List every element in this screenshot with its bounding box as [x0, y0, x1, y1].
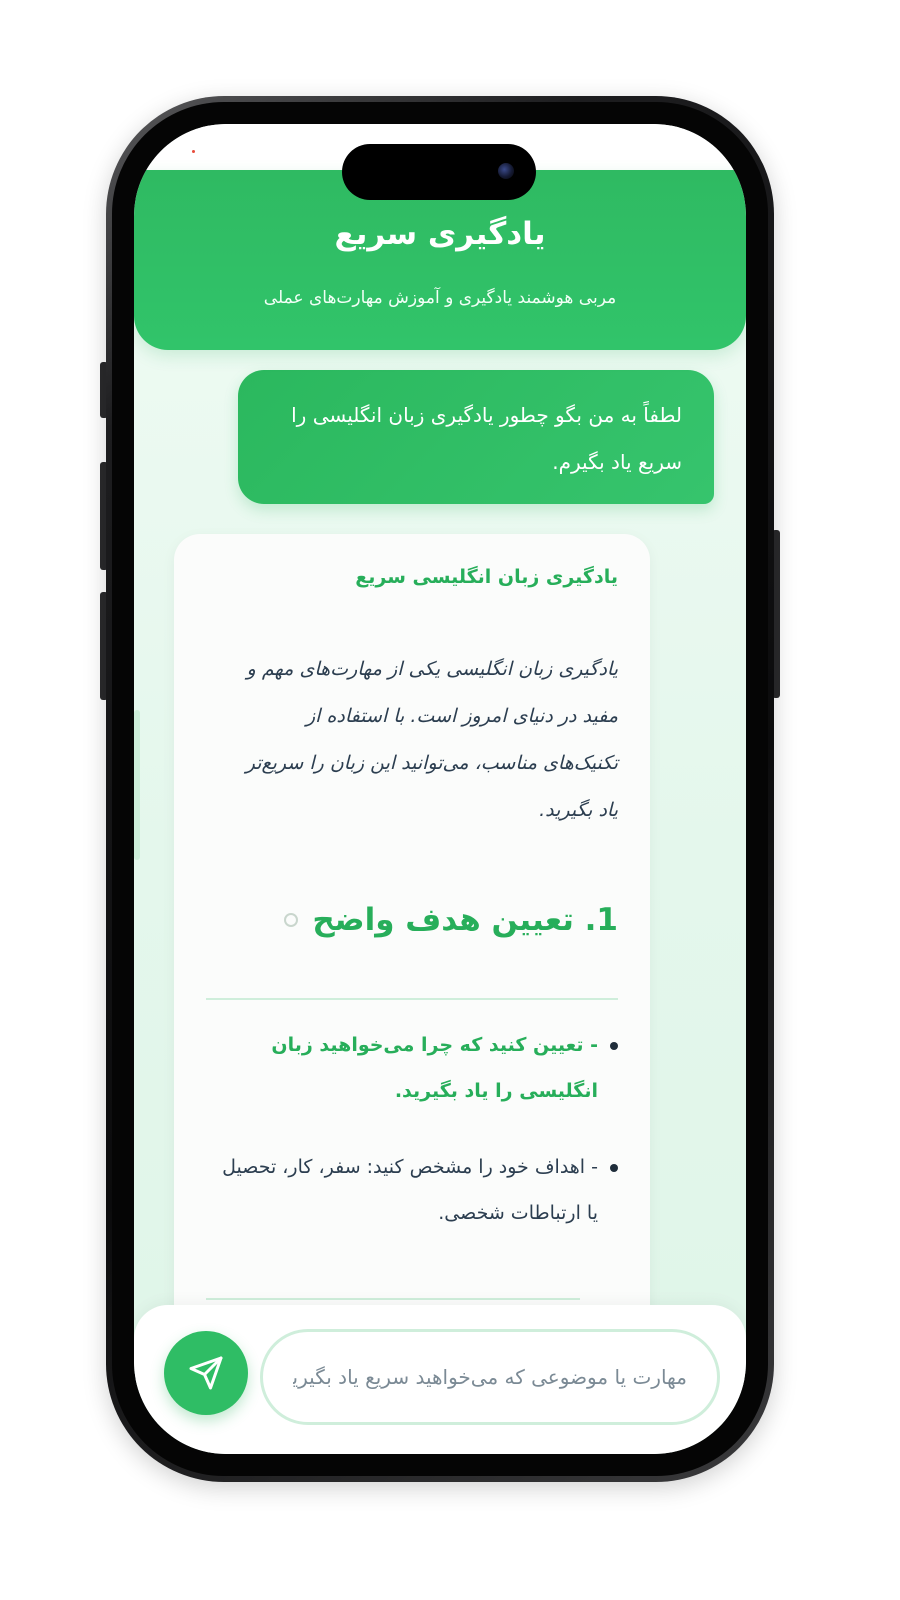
section-divider: [206, 998, 618, 1000]
list-item-body: تعیین کنید که چرا می‌خواهید زبان انگلیسی را یاد بگیرید.: [271, 1034, 598, 1102]
send-button[interactable]: [164, 1331, 248, 1415]
status-indicator-icon: [192, 150, 195, 153]
send-icon: [188, 1355, 224, 1391]
list-item-text: [206, 1144, 598, 1236]
message-input[interactable]: [260, 1329, 720, 1425]
app-title: یادگیری سریع: [334, 216, 546, 252]
phone-screen: [134, 124, 746, 1454]
list-item-prefix: -: [590, 1034, 598, 1056]
section-heading: [280, 902, 618, 938]
list-item-text: [206, 1022, 598, 1114]
list-item: [206, 1144, 618, 1236]
app-subtitle: مربی هوشمند یادگیری و آموزش مهارت‌های عملی: [263, 288, 617, 308]
chat-area[interactable]: [134, 350, 746, 1305]
list-item: [206, 1022, 618, 1114]
dynamic-island: [342, 144, 536, 200]
camera-icon: [498, 163, 514, 179]
circle-outline-icon: [284, 913, 298, 927]
user-message-bubble: [238, 370, 714, 504]
user-message-text: لطفاً به من بگو چطور یادگیری زبان انگلیسی را سریع یاد بگیرم.: [291, 403, 682, 474]
section-heading-text: 1. تعیین هدف واضح: [312, 902, 618, 938]
bullet-dot-icon: [610, 1164, 618, 1172]
list-item-body: اهداف خود را مشخص کنید: سفر، کار، تحصیل یا ارتباطات شخصی.: [222, 1156, 598, 1224]
assistant-response-card: [174, 534, 650, 1305]
response-title: یادگیری زبان انگلیسی سریع: [355, 566, 618, 588]
message-composer: [134, 1305, 746, 1454]
scroll-indicator: [134, 710, 140, 860]
response-intro: یادگیری زبان انگلیسی یکی از مهارت‌های مهم و مفید در دنیای امروز است. با استفاده از تکنیک‌های مناسب، می‌توانید این زبان را سریع‌تر یاد بگیرید.: [245, 658, 618, 821]
list-item-prefix: -: [591, 1156, 598, 1178]
bullet-dot-icon: [610, 1042, 618, 1050]
section-divider: [206, 1298, 580, 1300]
bullet-list: [206, 1022, 618, 1266]
